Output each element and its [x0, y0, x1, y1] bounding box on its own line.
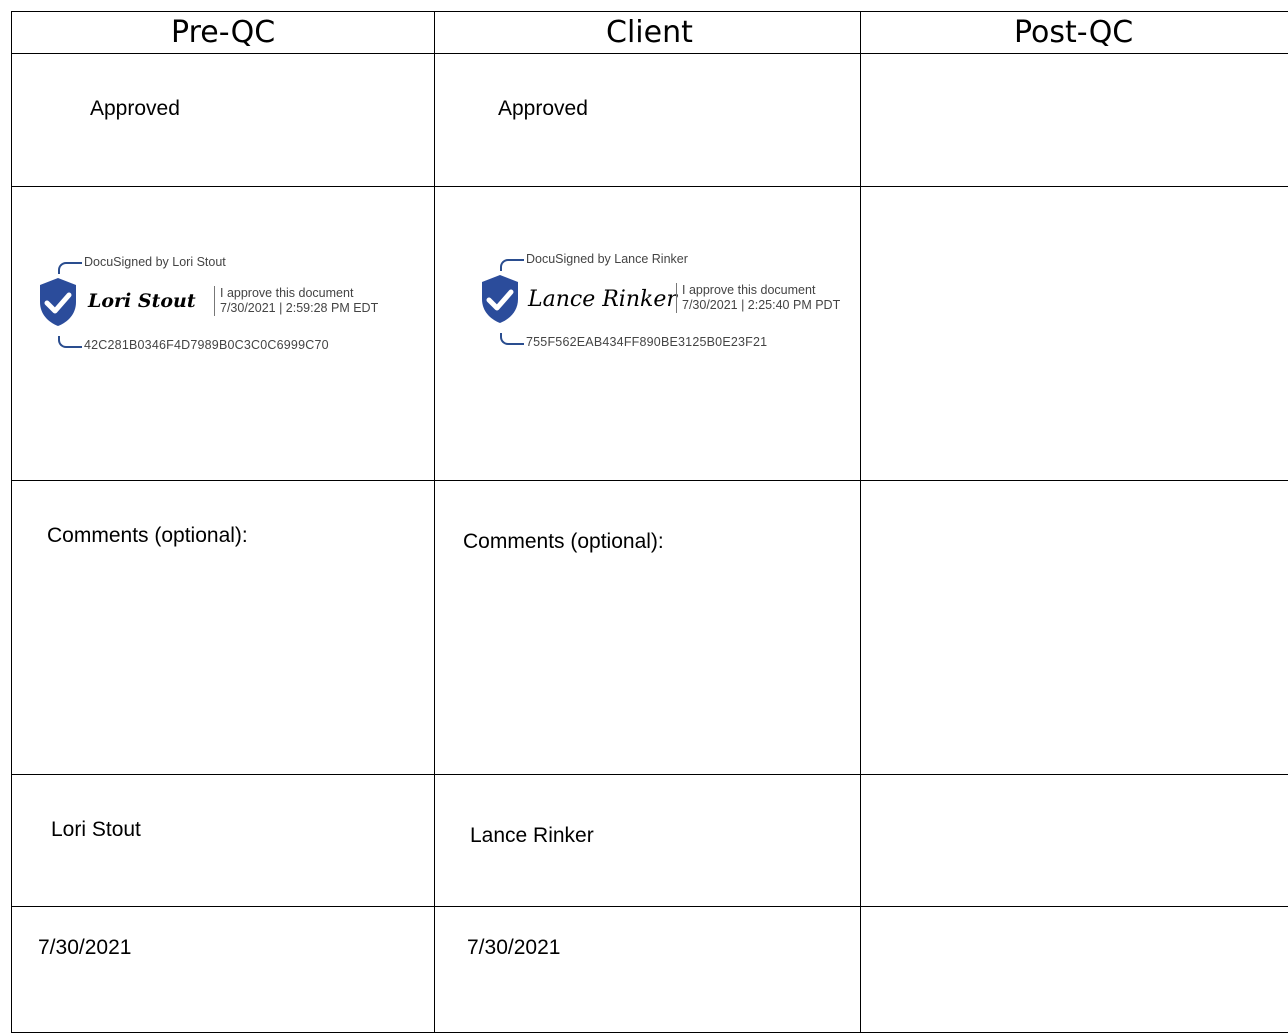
signature-image: Lance Rinker — [528, 287, 677, 312]
docusign-shield-icon — [480, 273, 520, 325]
approve-text: I approve this document — [682, 283, 816, 297]
docusign-shield-icon — [38, 276, 78, 328]
pre-qc-signer-name: Lori Stout — [51, 818, 141, 841]
pre-qc-date: 7/30/2021 — [38, 936, 132, 959]
signature-image: Lori Stout — [88, 290, 196, 312]
column-divider — [434, 11, 435, 1033]
client-status: Approved — [498, 97, 588, 120]
client-comments-label: Comments (optional): — [463, 530, 664, 553]
pre-qc-comments-label: Comments (optional): — [47, 524, 248, 547]
signed-by-label: DocuSigned by Lance Rinker — [526, 252, 688, 266]
row-divider — [11, 480, 1288, 481]
signature-timestamp: 7/30/2021 | 2:59:28 PM EDT — [220, 301, 379, 315]
docusign-stamp-client — [480, 249, 860, 369]
approve-text: I approve this document — [220, 286, 354, 300]
signature-timestamp: 7/30/2021 | 2:25:40 PM PDT — [682, 298, 841, 312]
column-divider — [860, 11, 861, 1033]
table-top-border — [11, 11, 1288, 12]
header-pre-qc: Pre-QC — [171, 15, 276, 50]
approval-text-block — [676, 283, 840, 313]
envelope-id: 42C281B0346F4D7989B0C3C0C6999C70 — [84, 338, 329, 352]
header-client: Client — [606, 15, 693, 50]
row-divider — [11, 906, 1288, 907]
header-post-qc: Post-QC — [1014, 15, 1134, 50]
envelope-id: 755F562EAB434FF890BE3125B0E23F21 — [526, 335, 768, 349]
table-left-border — [11, 11, 12, 1033]
docusign-stamp-pre-qc — [38, 252, 418, 372]
row-divider — [11, 774, 1288, 775]
approval-text-block — [214, 286, 378, 316]
stamp-bracket-top — [500, 259, 524, 271]
stamp-bracket-top — [58, 262, 82, 274]
signed-by-label: DocuSigned by Lori Stout — [84, 255, 226, 269]
stamp-bracket-bottom — [58, 336, 82, 348]
stamp-bracket-bottom — [500, 333, 524, 345]
header-divider — [11, 53, 1288, 54]
client-signer-name: Lance Rinker — [470, 824, 594, 847]
client-date: 7/30/2021 — [467, 936, 561, 959]
pre-qc-status: Approved — [90, 97, 180, 120]
table-bottom-border — [11, 1032, 1288, 1033]
row-divider — [11, 186, 1288, 187]
